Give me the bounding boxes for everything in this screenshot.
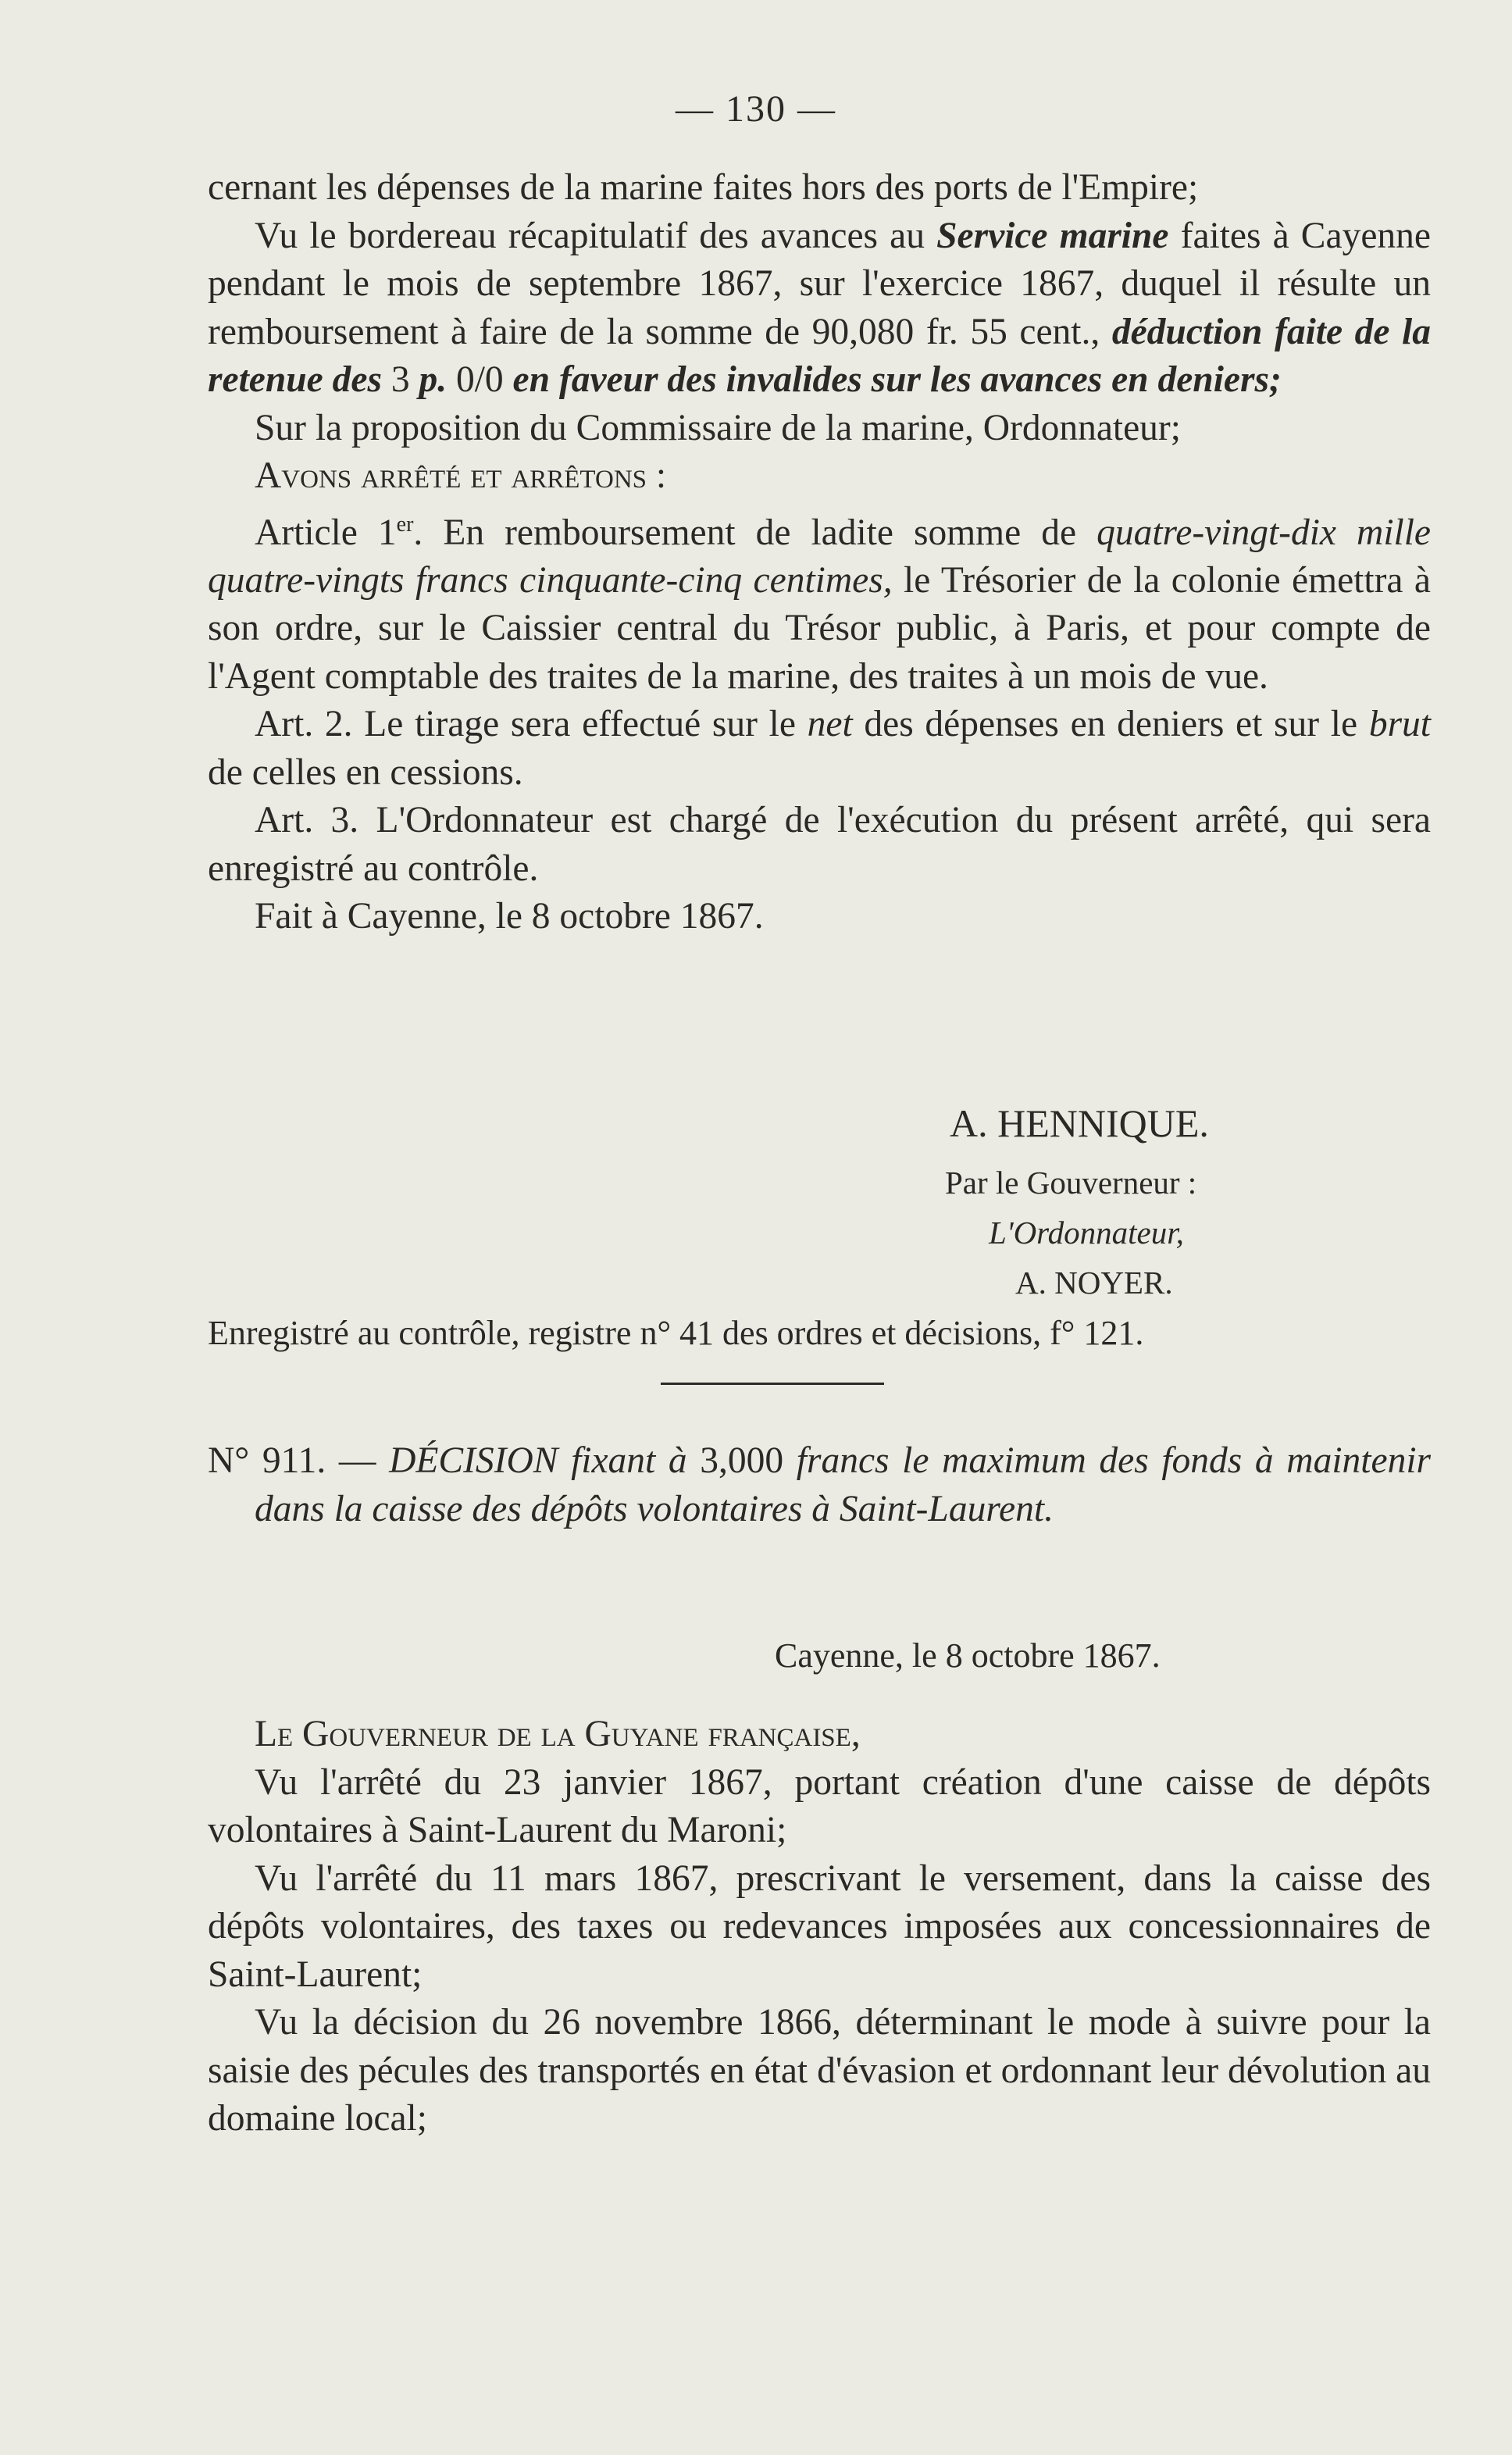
text-span: brut — [1368, 704, 1431, 745]
text-span: Service marine — [936, 215, 1169, 256]
registre-text: Enregistré au contrôle, registre n° 41 des ordres et décisions, f° 121. — [208, 1314, 1144, 1352]
paragraph-article-1 — [208, 501, 1431, 701]
paragraph-sur: Sur la proposition du Commissaire de la marine, Ordonnateur; — [255, 407, 1181, 448]
text-span: de celles en cessions. — [208, 751, 523, 793]
text-span: Vu le bordereau récapitulatif des avances au — [255, 215, 937, 256]
paragraph-article-3: Art. 3. L'Ordonnateur est chargé de l'exécution du présent arrêté, qui sera enregistré au contrôle. — [208, 800, 1431, 889]
paragraph-vu-2: Vu l'arrêté du 11 mars 1867, prescrivant le versement, dans la caisse des dépôts volontaires, des taxes ou redevances imposées aux concessionnaires de Saint-Laurent; — [208, 1857, 1431, 1995]
text-span: déduction faite de la retenue des — [208, 311, 1432, 400]
paragraph-avons: Avons arrêté et arrêtons : — [255, 455, 667, 496]
text-span: en faveur des invalides sur les avances en deniers; — [512, 359, 1282, 400]
text-span: le Trésorier de la colonie émettra à son ordre, sur le Caissier central du Trésor public, à Paris, et pour compte de l'Agent comptable des traites de la marine, des traites à un mois de vue. — [208, 559, 1432, 697]
text-span: net — [807, 704, 853, 745]
paragraph-vu — [208, 212, 1431, 405]
page-number: — 130 — — [676, 88, 836, 130]
decision-date: Cayenne, le 8 octobre 1867. — [775, 1636, 1161, 1675]
arrete-body — [208, 164, 1431, 941]
paragraph-gouverneur — [208, 1711, 1431, 1759]
paragraph-vu-3: Vu la décision du 26 novembre 1866, déterminant le mode à suivre pour la saisie des pécules des transportés en état d'évasion et ordonnant leur dévolution au domaine local; — [208, 2002, 1431, 2139]
text-span: DÉCISION fixant à — [389, 1440, 701, 1481]
text-span: 3 — [381, 359, 419, 400]
text-span: quatre-vingt-dix mille quatre-vingts francs cinquante-cinq centimes, — [208, 512, 1431, 601]
paragraph-vu-1: Vu l'arrêté du 23 janvier 1867, portant création d'une caisse de dépôts volontaires à Saint-Laurent du Maroni; — [208, 1761, 1431, 1850]
text-span: francs le maximum des fonds à maintenir dans la caisse des dépôts volontaires à Saint-Laurent. — [255, 1440, 1431, 1529]
decision-heading — [208, 1437, 1431, 1533]
registre-line — [208, 1309, 1431, 1358]
decision-title — [208, 1437, 1431, 1533]
text-span: Article 1 — [255, 512, 397, 553]
text-span: N° 911. — — [208, 1440, 390, 1481]
paragraph-article-2 — [208, 701, 1431, 797]
text-span: des dépenses en deniers et sur le — [852, 704, 1369, 745]
text-span: p. — [419, 359, 448, 400]
text-span: 3,000 — [700, 1440, 784, 1481]
text-span: Art. 2. Le tirage sera effectué sur le — [255, 704, 808, 745]
text-span: . En remboursement de ladite somme de — [413, 512, 1097, 553]
superscript: er — [396, 512, 414, 537]
signature-name-2: A. NOYER. — [1015, 1265, 1173, 1301]
section-divider — [661, 1383, 884, 1385]
signature-name: A. HENNIQUE. — [950, 1101, 1209, 1145]
paragraph-fait: Fait à Cayenne, le 8 octobre 1867. — [255, 896, 764, 937]
signature-par: Par le Gouverneur : — [945, 1165, 1197, 1201]
signature-role: L'Ordonnateur, — [989, 1215, 1184, 1251]
text-span: 0/0 — [447, 359, 513, 400]
paragraph-continuation: cernant les dépenses de la marine faites hors des ports de l'Empire; — [208, 167, 1199, 208]
text-span: faites à Cayenne pendant le mois de septembre 1867, sur l'exercice 1867, duquel il résulte un remboursement à faire de la somme de 90,080 fr. 55 cent., — [208, 215, 1431, 352]
text-span: Le Gouverneur de la Guyane française, — [255, 1714, 861, 1754]
decision-body — [208, 1711, 1431, 2143]
